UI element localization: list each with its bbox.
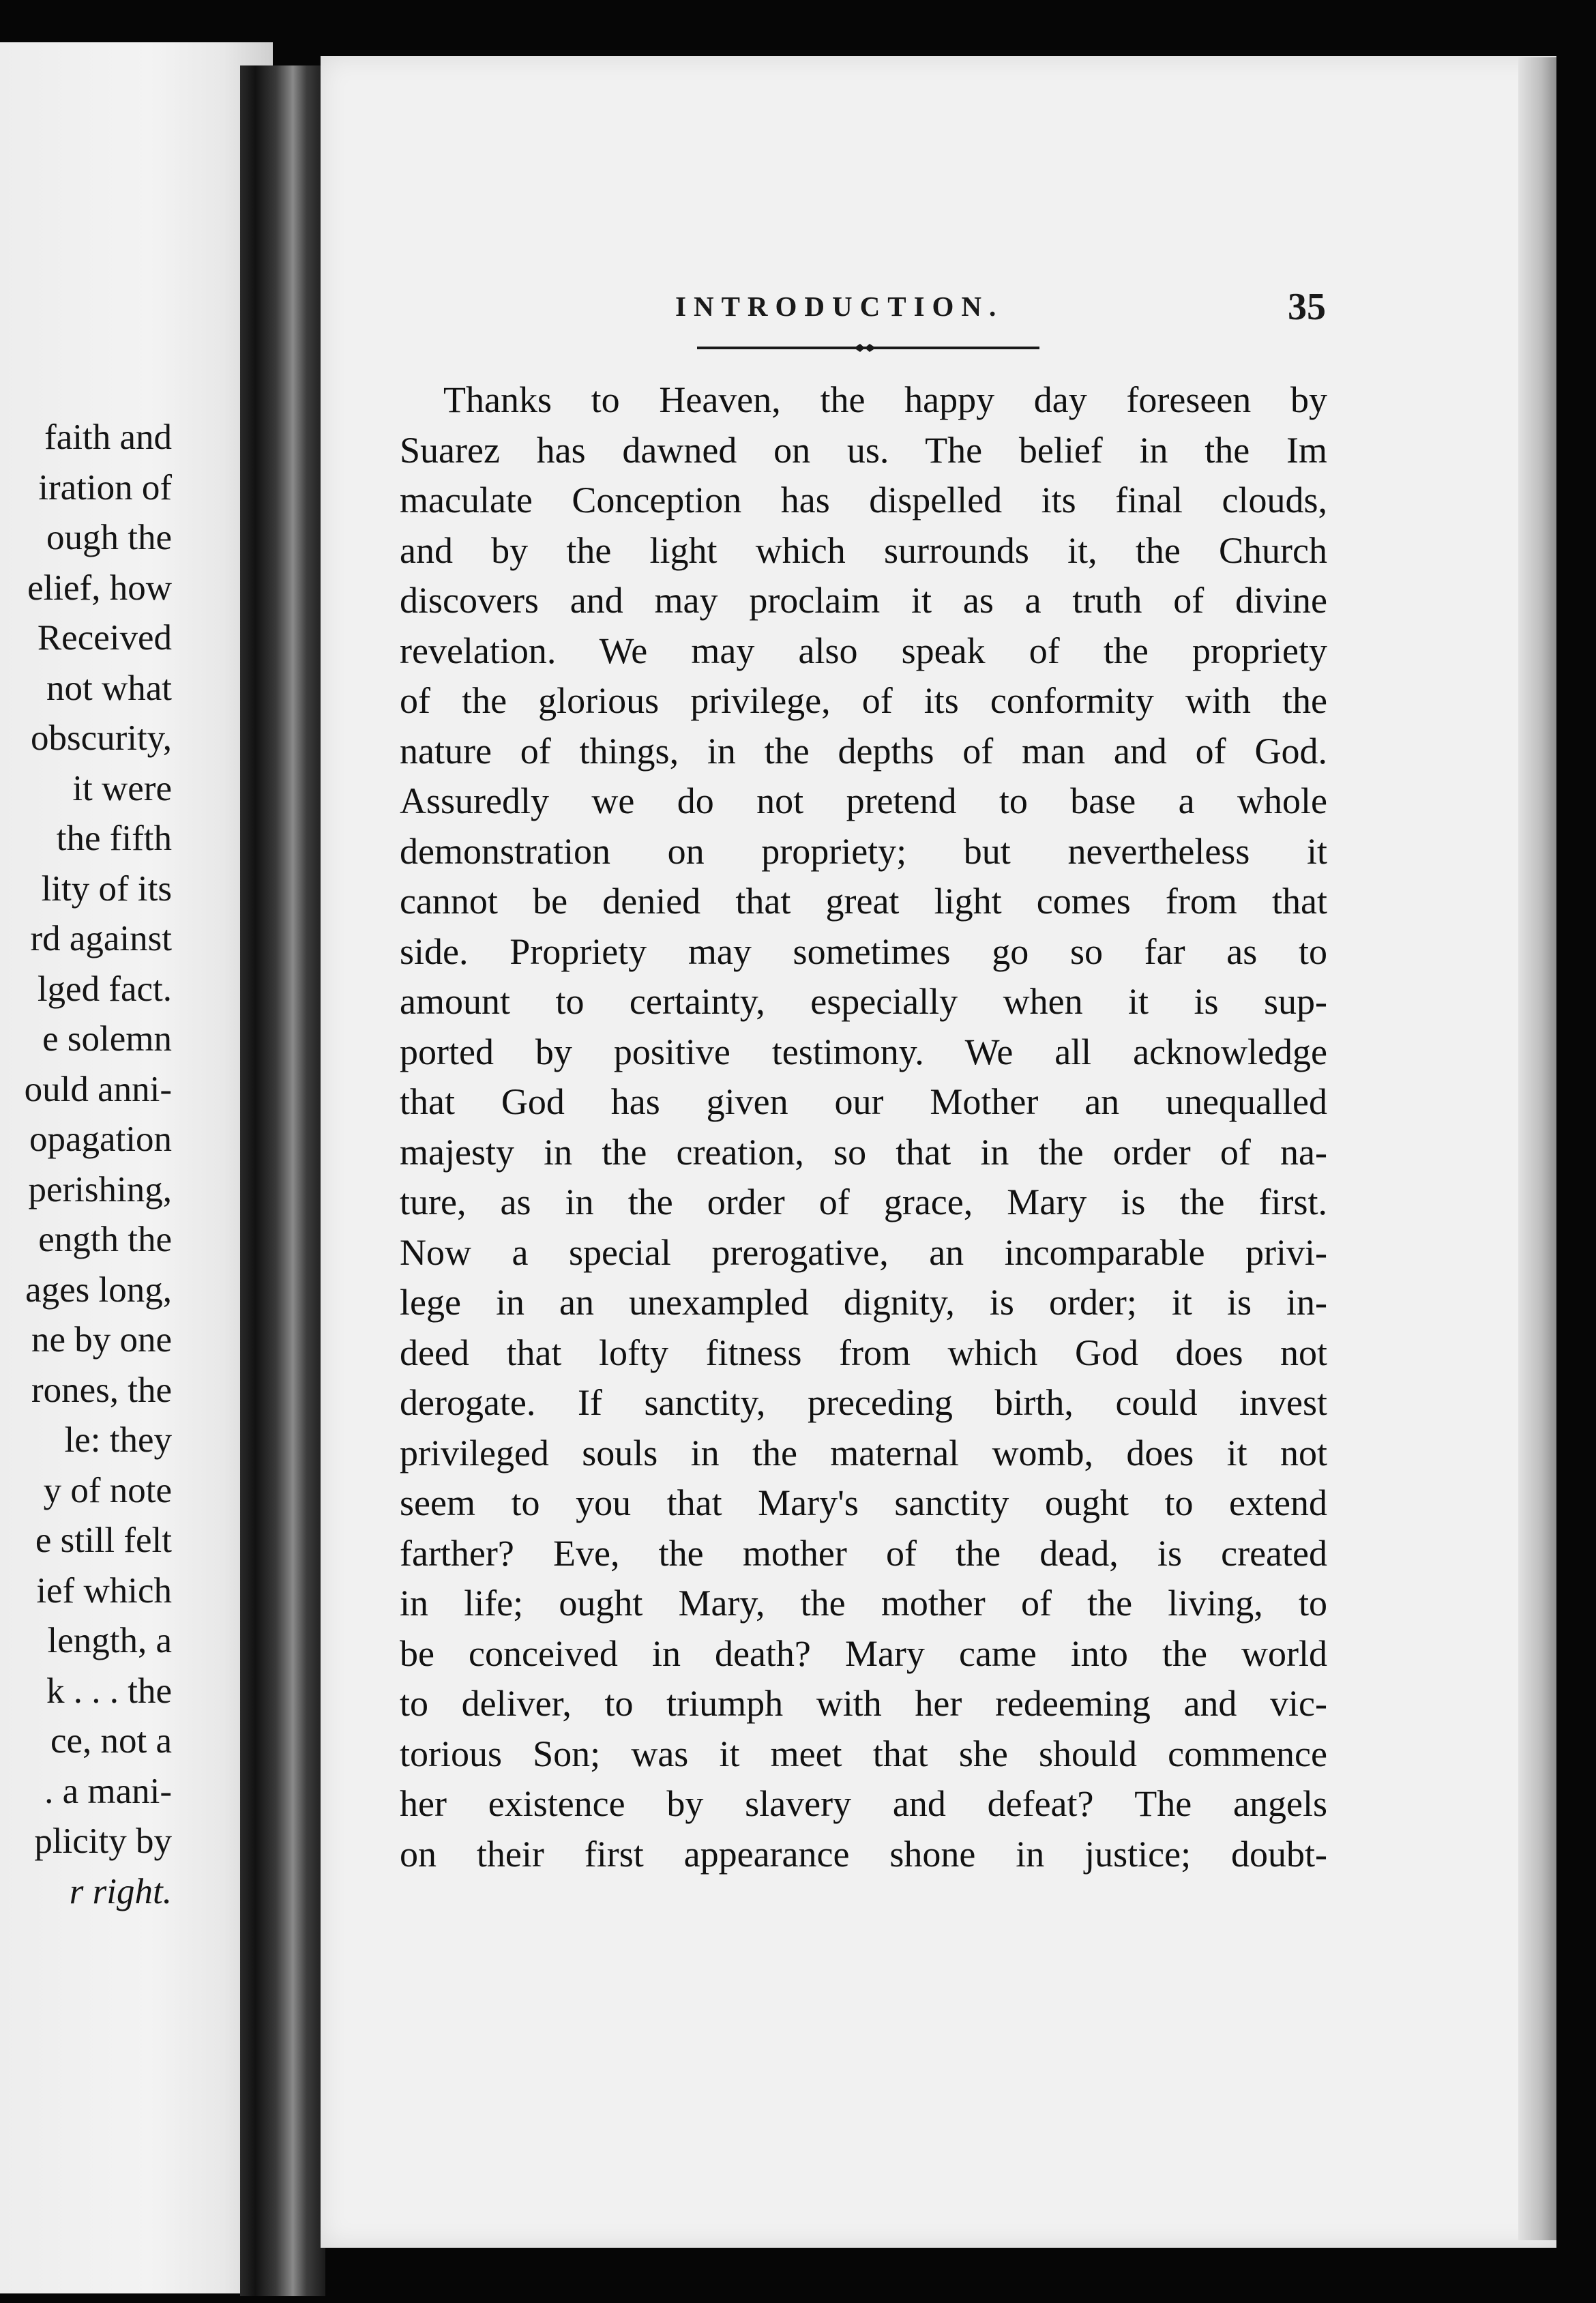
left-text-line: obscurity, [30,718,172,758]
body-text-line: of the glorious privilege, of its conformity with the [400,680,1327,721]
body-text-line: privileged souls in the maternal womb, does it not [400,1432,1327,1473]
body-text-line: be conceived in death? Mary came into the world [400,1632,1327,1674]
left-text-line: opagation [29,1119,172,1159]
body-text-line: maculate Conception has dispelled its final clouds, [400,480,1327,520]
body-text-line: cannot be denied that great light comes from that [400,881,1327,922]
body-text-line: her existence by slavery and defeat? The angels [400,1783,1327,1824]
body-text-line: nature of things, in the depths of man and of God. [400,730,1327,772]
body-text-line: discovers and may proclaim it as a truth of divine [400,580,1327,621]
left-text-line: length, a [47,1621,172,1660]
body-text-line: derogate. If sanctity, preceding birth, could invest [400,1382,1327,1423]
left-text-line: iration of [38,467,172,508]
body-text-line: lege in an unexampled dignity, is order; it is in- [400,1282,1327,1323]
left-text-line: lity of its [41,868,172,909]
body-text-line: torious Son; was it meet that she should commence [400,1733,1327,1774]
body-text-line: in life; ought Mary, the mother of the living, to [400,1583,1327,1624]
left-text-line: ages long, [25,1270,172,1310]
body-text-line: revelation. We may also speak of the propriety [400,630,1327,671]
left-text-line: ief which [36,1570,172,1611]
body-text-line: amount to certainty, especially when it is sup- [400,981,1327,1022]
body-text-line: side. Propriety may sometimes go so far as to [400,930,1327,972]
page-edge [1518,57,1556,2240]
body-text-line: to deliver, to triumph with her redeeming and vic- [400,1683,1327,1724]
left-text-line: le: they [64,1420,172,1460]
left-text-line: k . . . the [46,1671,172,1711]
body-text-line: Assuredly we do not pretend to base a whole [400,780,1327,821]
left-text-line: e still felt [35,1521,172,1560]
body-text-line: Suarez has dawned on us. The belief in the Im [400,429,1327,471]
left-text-line: . a mani- [44,1771,172,1811]
body-text-line: ported by positive testimony. We all acknowledge [400,1031,1327,1072]
left-text-line: e solemn [42,1019,172,1059]
body-text-line: majesty in the creation, so that in the order of na- [400,1131,1327,1173]
left-text-line: it were [72,768,172,808]
body-text-line: on their first appearance shone in justice; doubt- [400,1833,1327,1875]
body-text-line: ture, as in the order of grace, Mary is the first. [400,1182,1327,1222]
left-text-line: elief, how [27,568,172,608]
body-text-line: farther? Eve, the mother of the dead, is created [400,1532,1327,1574]
left-text-line: perishing, [28,1169,172,1209]
book-gutter [240,65,325,2296]
running-head: INTRODUCTION. [675,291,1004,322]
left-text-line: y of note [43,1470,172,1510]
body-text-line: that God has given our Mother an unequalled [400,1081,1327,1122]
body-text-line: seem to you that Mary's sanctity ought to extend [400,1482,1327,1523]
page-number: 35 [1288,286,1326,328]
rule-ornament-icon [853,341,877,355]
body-text-line: demonstration on propriety; but nevertheless it [400,830,1327,872]
body-text-line: deed that lofty fitness from which God does not [400,1332,1327,1373]
body-text-line: Thanks to Heaven, the happy day foreseen by [443,379,1327,420]
body-text [400,375,1327,1879]
left-text-line: lged fact. [37,969,172,1009]
left-text-line: ength the [38,1220,172,1259]
left-text-line: ould anni- [24,1069,172,1109]
left-text-line: ce, not a [50,1721,172,1761]
left-text-line: r right. [69,1871,172,1911]
left-text-line: the fifth [56,819,172,858]
left-text-line: Received [37,618,172,658]
left-text-line: rd against [30,919,172,958]
body-text-line: and by the light which surrounds it, the Church [400,529,1327,571]
left-text-line: ne by one [31,1320,172,1360]
left-text-line: plicity by [34,1821,172,1861]
left-text-line: not what [46,668,172,708]
left-text-line: rones, the [31,1370,172,1410]
left-page [0,42,273,2293]
body-text-line: Now a special prerogative, an incomparable privi- [400,1231,1327,1273]
left-page-text [0,413,172,1917]
left-text-line: faith and [44,417,172,457]
left-text-line: ough the [46,518,172,557]
